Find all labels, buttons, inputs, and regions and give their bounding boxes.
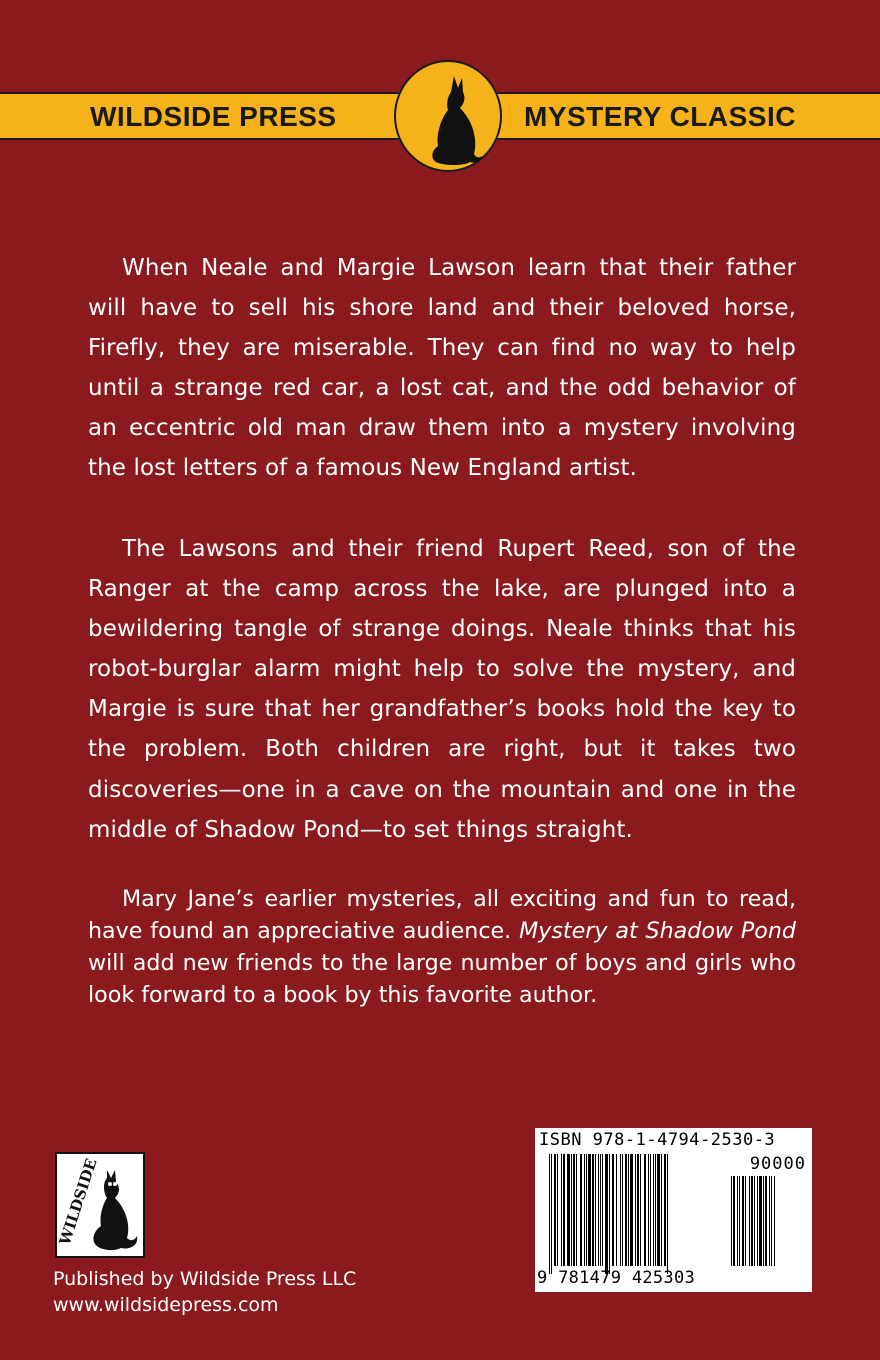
banner-publisher-label: WILDSIDE PRESS — [90, 101, 337, 132]
barcode-bar — [561, 1154, 562, 1266]
barcode-bar — [759, 1176, 762, 1266]
cat-medallion — [394, 60, 502, 172]
barcode-bar — [592, 1154, 594, 1266]
barcode-bar — [567, 1154, 570, 1266]
author-note-after: will add new friends to the large number of boys and girls who look forward to a book by this favorite author. — [88, 950, 796, 1008]
barcode-bar — [742, 1176, 744, 1266]
barcode-bar — [595, 1154, 596, 1266]
author-note-before: Mary Jane’s earlier mysteries, all exciting and fun to read, have found an appreciative audience. — [88, 886, 796, 944]
barcode-bar — [616, 1154, 617, 1266]
barcode-bar — [745, 1176, 746, 1266]
barcode-bar — [551, 1154, 552, 1274]
barcode-bar — [609, 1154, 610, 1274]
barcode-bar — [667, 1154, 668, 1274]
barcode-bar — [598, 1154, 599, 1266]
barcode-addon-bars — [731, 1176, 807, 1272]
barcode-bar — [769, 1176, 770, 1266]
barcode-bar — [625, 1154, 627, 1266]
barcode-bar — [655, 1154, 656, 1266]
price-code: 90000 — [749, 1154, 806, 1174]
author-note — [88, 883, 796, 1011]
barcode-bar — [612, 1154, 614, 1266]
barcode-bar — [630, 1154, 633, 1266]
barcode-bar — [573, 1154, 575, 1266]
description-text-2: The Lawsons and their friend Rupert Reed, son of the Ranger at the camp across the lake, are plunged into a bewildering tangle of strange doings. Neale thinks that his robot-burglar alarm might help to solve the mystery, and Margie is sure that her grandfather’s books hold the key to the problem. Both children are right, but it takes two discoveries—one in a cave on the mountain and one in the middle of Shadow Pond—to set things straight. — [88, 536, 796, 843]
barcode-bar — [749, 1176, 750, 1266]
barcode-bar — [664, 1154, 666, 1266]
barcode-bar — [580, 1154, 582, 1266]
black-cat-icon — [396, 62, 504, 174]
barcode-bar — [557, 1154, 558, 1266]
barcode-bar — [588, 1154, 591, 1266]
barcode-bar — [637, 1154, 639, 1266]
barcode-bar — [737, 1176, 738, 1266]
barcode-bar — [571, 1154, 572, 1266]
barcode-bar — [600, 1154, 601, 1266]
barcode-bar — [620, 1154, 621, 1266]
barcode-bar — [771, 1176, 772, 1266]
wildside-logo-art — [57, 1154, 143, 1256]
barcode-bar — [584, 1154, 585, 1266]
isbn-barcode — [535, 1128, 812, 1292]
barcode-bar — [661, 1154, 662, 1266]
barcode-bar — [739, 1176, 740, 1266]
barcode-bars — [549, 1154, 729, 1274]
barcode-bar — [751, 1176, 753, 1266]
barcode-bar — [650, 1154, 651, 1266]
description-text-1: When Neale and Margie Lawson learn that their father will have to sell his shore land and their beloved horse, Firefly, they are miserable. They can find no way to help until a strange red car, a lost cat, and the odd behavior of an eccentric old man draw them into a mystery involving the lost letters of a famous New England artist. — [88, 255, 796, 482]
published-by-text: Published by Wildside Press LLC — [53, 1268, 357, 1290]
barcode-bar — [657, 1154, 660, 1266]
barcode-bar — [602, 1154, 603, 1266]
barcode-bar — [605, 1154, 608, 1274]
barcode-bar — [757, 1176, 758, 1266]
isbn-label: ISBN 978-1-4794-2530-3 — [539, 1130, 776, 1150]
barcode-bar — [733, 1176, 735, 1266]
barcode-bar — [576, 1154, 577, 1266]
barcode-bar — [622, 1154, 623, 1266]
barcode-bar — [648, 1154, 649, 1266]
banner-series-label: MYSTERY CLASSIC — [524, 101, 796, 132]
barcode-bar — [554, 1154, 556, 1266]
barcode-bar — [763, 1176, 764, 1266]
wildside-cat-logo-icon — [55, 1152, 145, 1258]
barcode-bar — [644, 1154, 646, 1266]
barcode-bar — [628, 1154, 629, 1266]
publisher-info — [53, 1266, 356, 1318]
wildside-logo-lettering: WILDSIDE — [57, 1156, 101, 1248]
barcode-bar — [549, 1154, 550, 1274]
book-title: Mystery at Shadow Pond — [519, 918, 796, 944]
author-note-text — [88, 883, 796, 1011]
barcode-bar — [653, 1154, 654, 1266]
barcode-bar — [754, 1176, 755, 1266]
barcode-bar — [563, 1154, 565, 1266]
barcode-bar — [731, 1176, 732, 1266]
barcode-bar — [640, 1154, 641, 1266]
ean-digits: 9 781479 425303 — [537, 1268, 696, 1288]
description-paragraph-1 — [88, 248, 796, 489]
publisher-website-link[interactable]: www.wildsidepress.com — [53, 1294, 279, 1316]
barcode-bar — [774, 1176, 775, 1266]
description-paragraph-2 — [88, 529, 796, 850]
barcode-bar — [765, 1176, 767, 1266]
barcode-bar — [586, 1154, 587, 1266]
barcode-bar — [635, 1154, 636, 1266]
